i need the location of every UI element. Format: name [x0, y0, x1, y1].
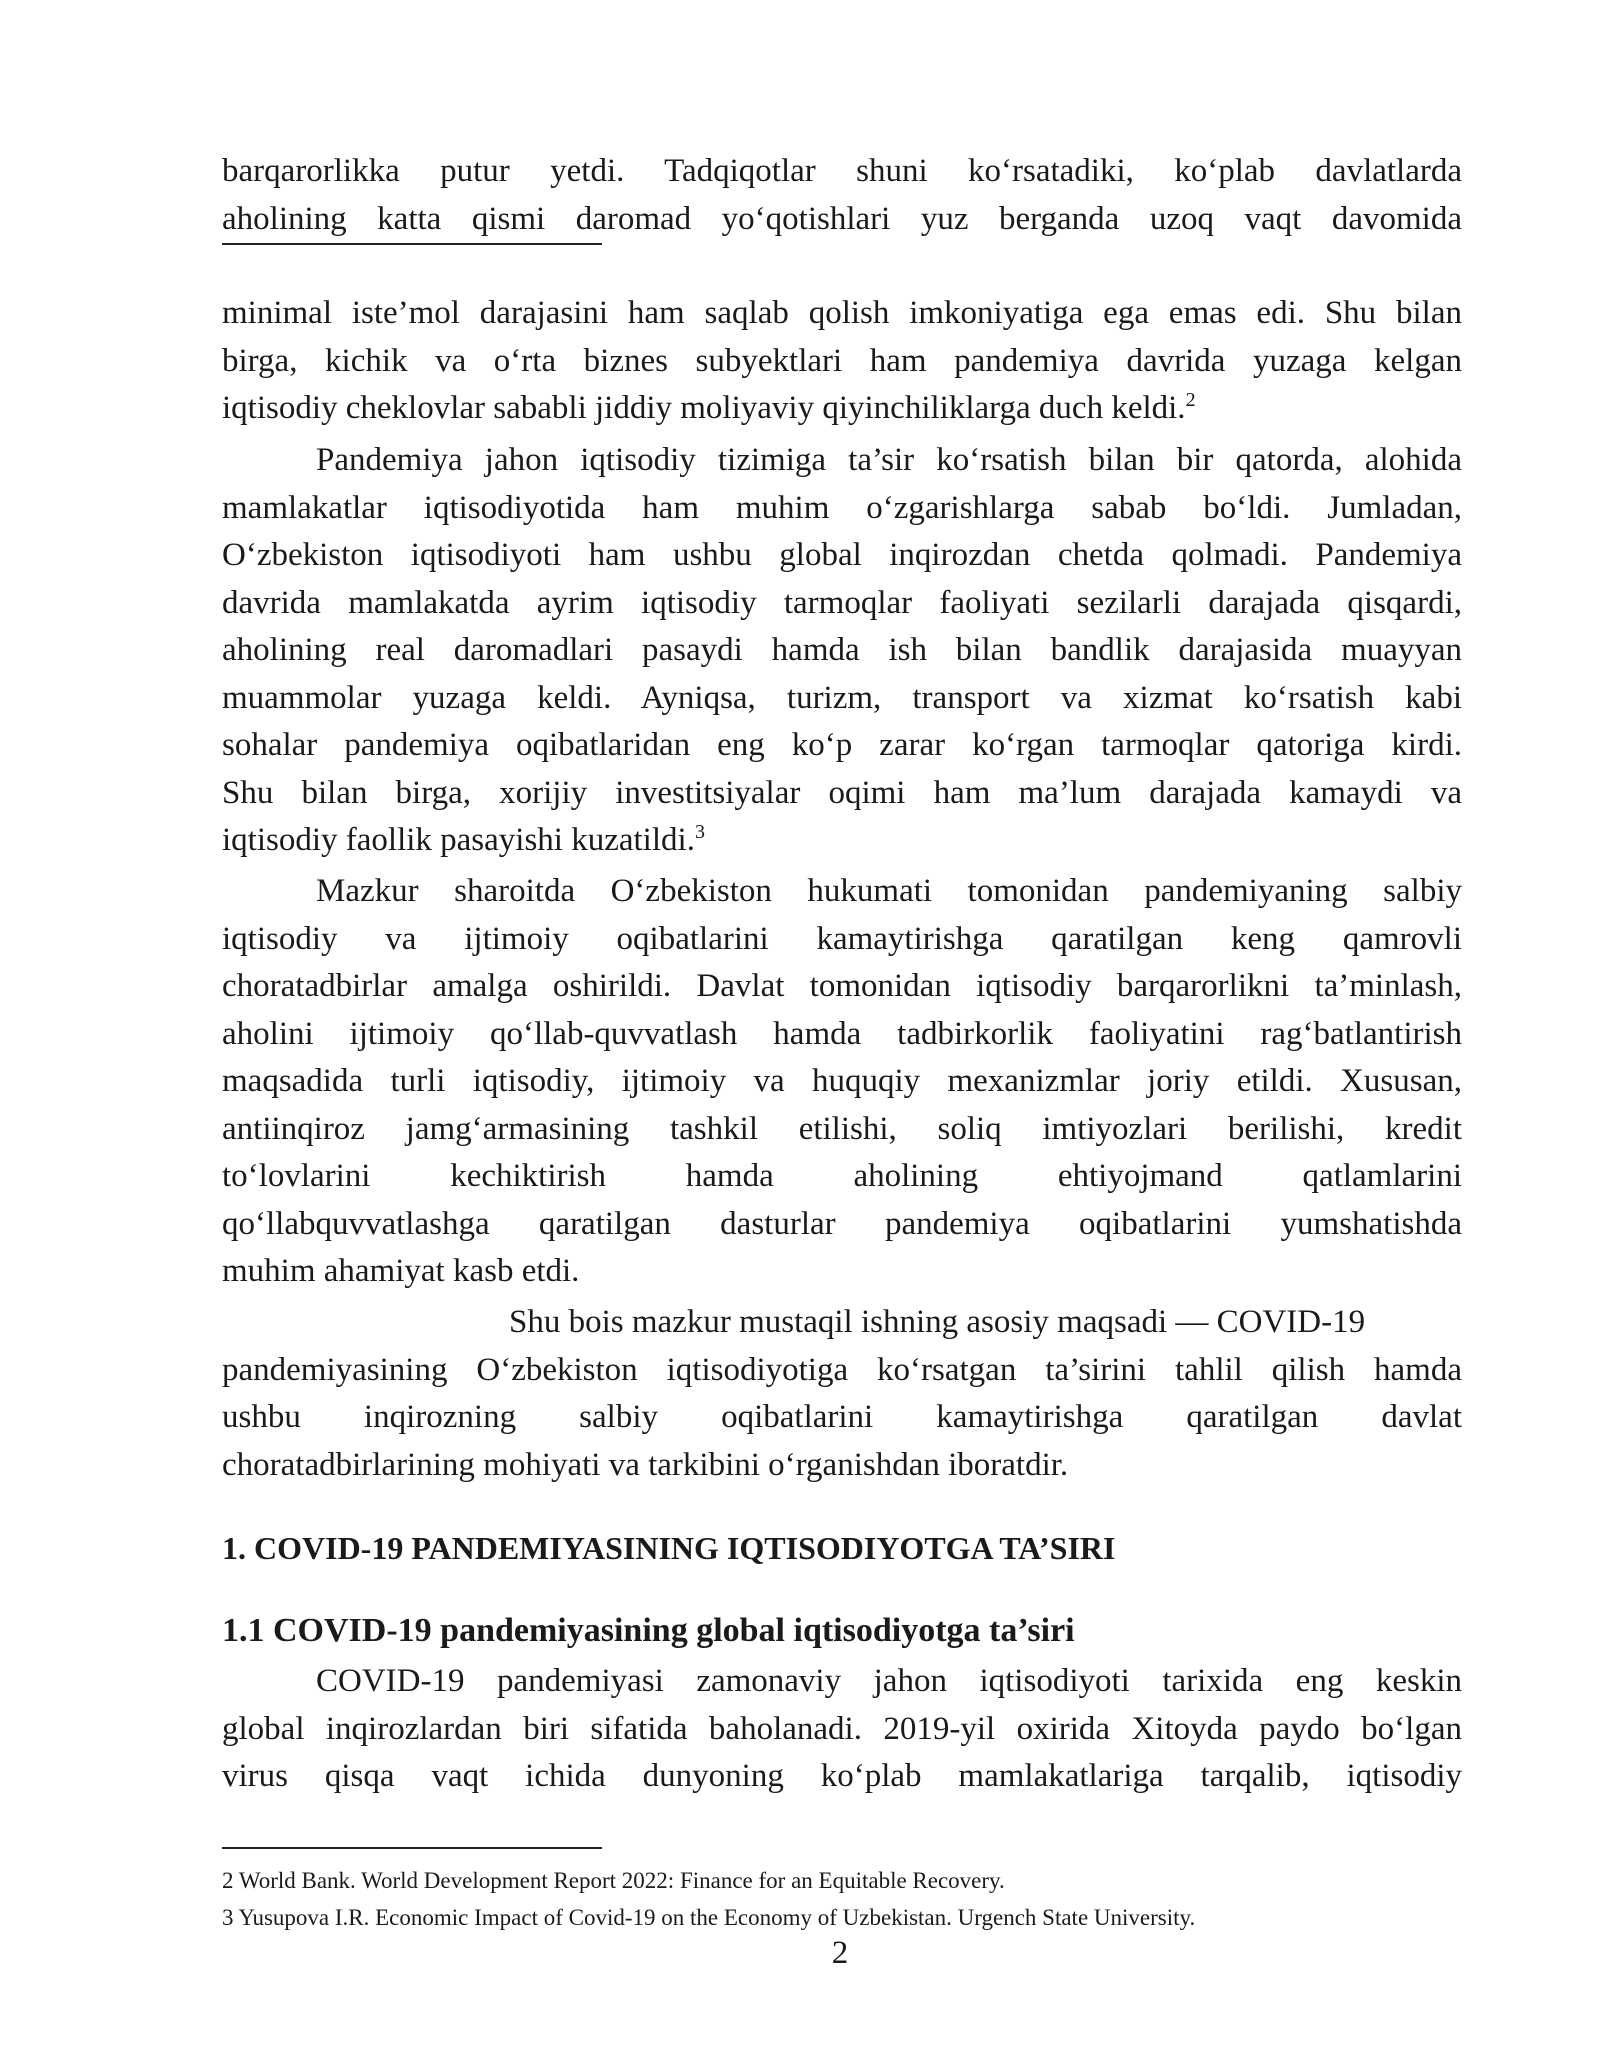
text-line: ushbu inqirozning salbiy oqibatlarini kamaytirishga qaratilgan davlat [222, 1399, 1462, 1435]
footnote-3: 3 Yusupova I.R. Economic Impact of Covid-19 on the Economy of Uzbekistan. Urgench State University. [222, 1905, 1196, 1930]
text-line: sohalar pandemiya oqibatlaridan eng ko‘p zarar ko‘rgan tarmoqlar qatoriga kirdi. [222, 727, 1462, 763]
text-line: minimal iste’mol darajasini ham saqlab qolish imkoniyatiga ega emas edi. Shu bilan [222, 295, 1462, 331]
paragraph-1 [222, 290, 1462, 433]
text-line: barqarorlikka putur yetdi. Tadqiqotlar shuni ko‘rsatadiki, ko‘plab davlatlarda [222, 153, 1462, 189]
text-line: aholini ijtimoiy qo‘llab-quvvatlash hamda tadbirkorlik faoliyatini rag‘batlantirish [222, 1015, 1462, 1052]
text-line: global inqirozlardan biri sifatida baholanadi. 2019-yil oxirida Xitoyda paydo bo‘lgan [222, 1710, 1462, 1747]
paragraph-5 [222, 1658, 1462, 1801]
subsection-heading: 1.1 COVID-19 pandemiyasining global iqtisodiyotga ta’siri [222, 1612, 1075, 1649]
text-line: Pandemiya jahon iqtisodiy tizimiga ta’sir ko‘rsatish bilan bir qatorda, alohida [316, 442, 1462, 478]
text-line: iqtisodiy faollik pasayishi kuzatildi. [222, 822, 695, 858]
text-line: choratadbirlar amalga oshirildi. Davlat tomonidan iqtisodiy barqarorlikni ta’minlash, [222, 968, 1462, 1004]
text-line: O‘zbekiston iqtisodiyoti ham ushbu global inqirozdan chetda qolmadi. Pandemiya [222, 537, 1462, 573]
section-heading: 1. COVID-19 PANDEMIYASINING IQTISODIYOTGA TA’SIRI [222, 1530, 1116, 1566]
footnote-separator [222, 1847, 602, 1849]
text-line: muhim ahamiyat kasb etdi. [222, 1253, 580, 1289]
text-line: Shu bilan birga, xorijiy investitsiyalar oqimi ham ma’lum darajada kamaydi va [222, 774, 1462, 811]
text-line: to‘lovlarini kechiktirish hamda aholining ehtiyojmand qatlamlarini [222, 1158, 1462, 1194]
footnote-reference[interactable]: 2 [1185, 389, 1196, 411]
footnote-separator-top [222, 243, 602, 245]
text-line: mamlakatlar iqtisodiyotida ham muhim o‘zgarishlarga sabab bo‘ldi. Jumladan, [222, 489, 1462, 526]
text-line: pandemiyasining O‘zbekiston iqtisodiyotiga ko‘rsatgan ta’sirini tahlil qilish hamda [222, 1351, 1462, 1388]
paragraph-3 [222, 868, 1462, 1296]
text-line: iqtisodiy va ijtimoiy oqibatlarini kamaytirishga qaratilgan keng qamrovli [222, 920, 1462, 957]
paragraph-4 [222, 1299, 1462, 1489]
paragraph-2 [222, 437, 1462, 865]
text-line: davrida mamlakatda ayrim iqtisodiy tarmoqlar faoliyati sezilarli darajada qisqardi, [222, 584, 1462, 621]
text-line: qo‘llabquvvatlashga qaratilgan dasturlar pandemiya oqibatlarini yumshatishda [222, 1205, 1462, 1242]
text-line: birga, kichik va o‘rta biznes subyektlari ham pandemiya davrida yuzaga kelgan [222, 342, 1462, 379]
text-line: Shu bois mazkur mustaqil ishning asosiy maqsadi — COVID-19 [509, 1304, 1366, 1340]
text-line: maqsadida turli iqtisodiy, ijtimoiy va huquqiy mexanizmlar joriy etildi. Xususan, [222, 1063, 1462, 1099]
text-line: aholining katta qismi daromad yo‘qotishlari yuz berganda uzoq vaqt davomida [222, 200, 1462, 237]
page-number: 2 [831, 1935, 849, 1971]
text-line: COVID-19 pandemiyasi zamonaviy jahon iqtisodiyoti tarixida eng keskin [316, 1663, 1462, 1699]
text-line: virus qisqa vaqt ichida dunyoning ko‘plab mamlakatlariga tarqalib, iqtisodiy [222, 1758, 1462, 1794]
text-line: aholining real daromadlari pasaydi hamda ish bilan bandlik darajasida muayyan [222, 632, 1462, 668]
paragraph-continuation [222, 148, 1462, 243]
footnote-2: 2 World Bank. World Development Report 2022: Finance for an Equitable Recovery. [222, 1868, 1005, 1893]
text-line: Mazkur sharoitda O‘zbekiston hukumati tomonidan pandemiyaning salbiy [316, 873, 1462, 909]
text-line: choratadbirlarining mohiyati va tarkibini o‘rganishdan iboratdir. [222, 1446, 1069, 1483]
footnote-reference[interactable]: 3 [694, 821, 705, 843]
text-line: antiinqiroz jamg‘armasining tashkil etilishi, soliq imtiyozlari berilishi, kredit [222, 1110, 1462, 1147]
text-line: muammolar yuzaga keldi. Ayniqsa, turizm, transport va xizmat ko‘rsatish kabi [222, 679, 1462, 716]
text-line: iqtisodiy cheklovlar sababli jiddiy moliyaviy qiyinchiliklarga duch keldi. [222, 390, 1186, 426]
